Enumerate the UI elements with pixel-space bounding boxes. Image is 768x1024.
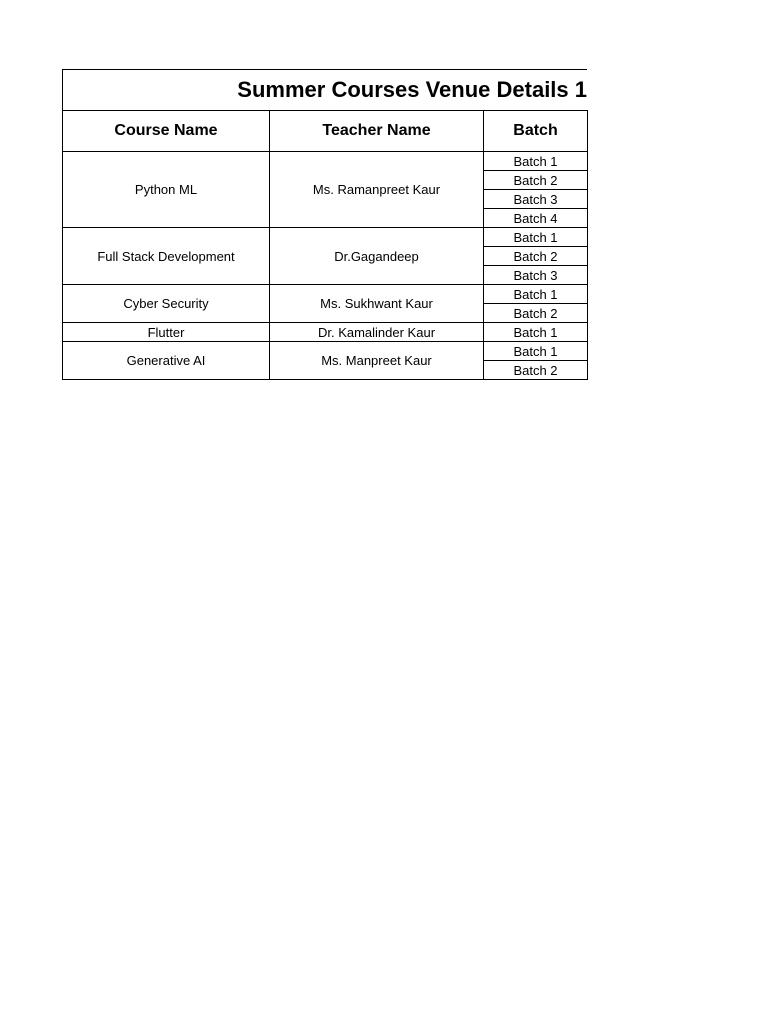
batch-cell: Batch 2 [484,247,588,266]
sheet-title: Summer Courses Venue Details 1 [237,77,587,102]
teacher-name-cell: Dr. Kamalinder Kaur [270,323,484,342]
table-row [63,323,588,342]
teacher-name-cell: Ms. Sukhwant Kaur [270,285,484,323]
venue-table [62,110,588,380]
batch-cell: Batch 1 [484,323,588,342]
batch-cell: Batch 3 [484,190,588,209]
batch-cell: Batch 4 [484,209,588,228]
course-name-cell: Cyber Security [63,285,270,323]
teacher-name-cell: Dr.Gagandeep [270,228,484,285]
batch-cell: Batch 2 [484,304,588,323]
teacher-name-cell: Ms. Manpreet Kaur [270,342,484,380]
header-row [63,111,588,152]
header-course-name: Course Name [63,111,270,152]
header-batch: Batch [484,111,588,152]
batch-cell: Batch 2 [484,171,588,190]
table-row [63,285,588,304]
teacher-name-cell: Ms. Ramanpreet Kaur [270,152,484,228]
table-row [63,228,588,247]
batch-cell: Batch 1 [484,152,588,171]
venue-sheet [62,69,587,380]
table-row [63,152,588,171]
batch-cell: Batch 3 [484,266,588,285]
batch-cell: Batch 1 [484,342,588,361]
course-name-cell: Full Stack Development [63,228,270,285]
course-name-cell: Generative AI [63,342,270,380]
header-teacher-name: Teacher Name [270,111,484,152]
batch-cell: Batch 1 [484,285,588,304]
table-row [63,342,588,361]
batch-cell: Batch 1 [484,228,588,247]
course-name-cell: Flutter [63,323,270,342]
table-body [63,152,588,380]
batch-cell: Batch 2 [484,361,588,380]
title-row [62,69,587,110]
course-name-cell: Python ML [63,152,270,228]
